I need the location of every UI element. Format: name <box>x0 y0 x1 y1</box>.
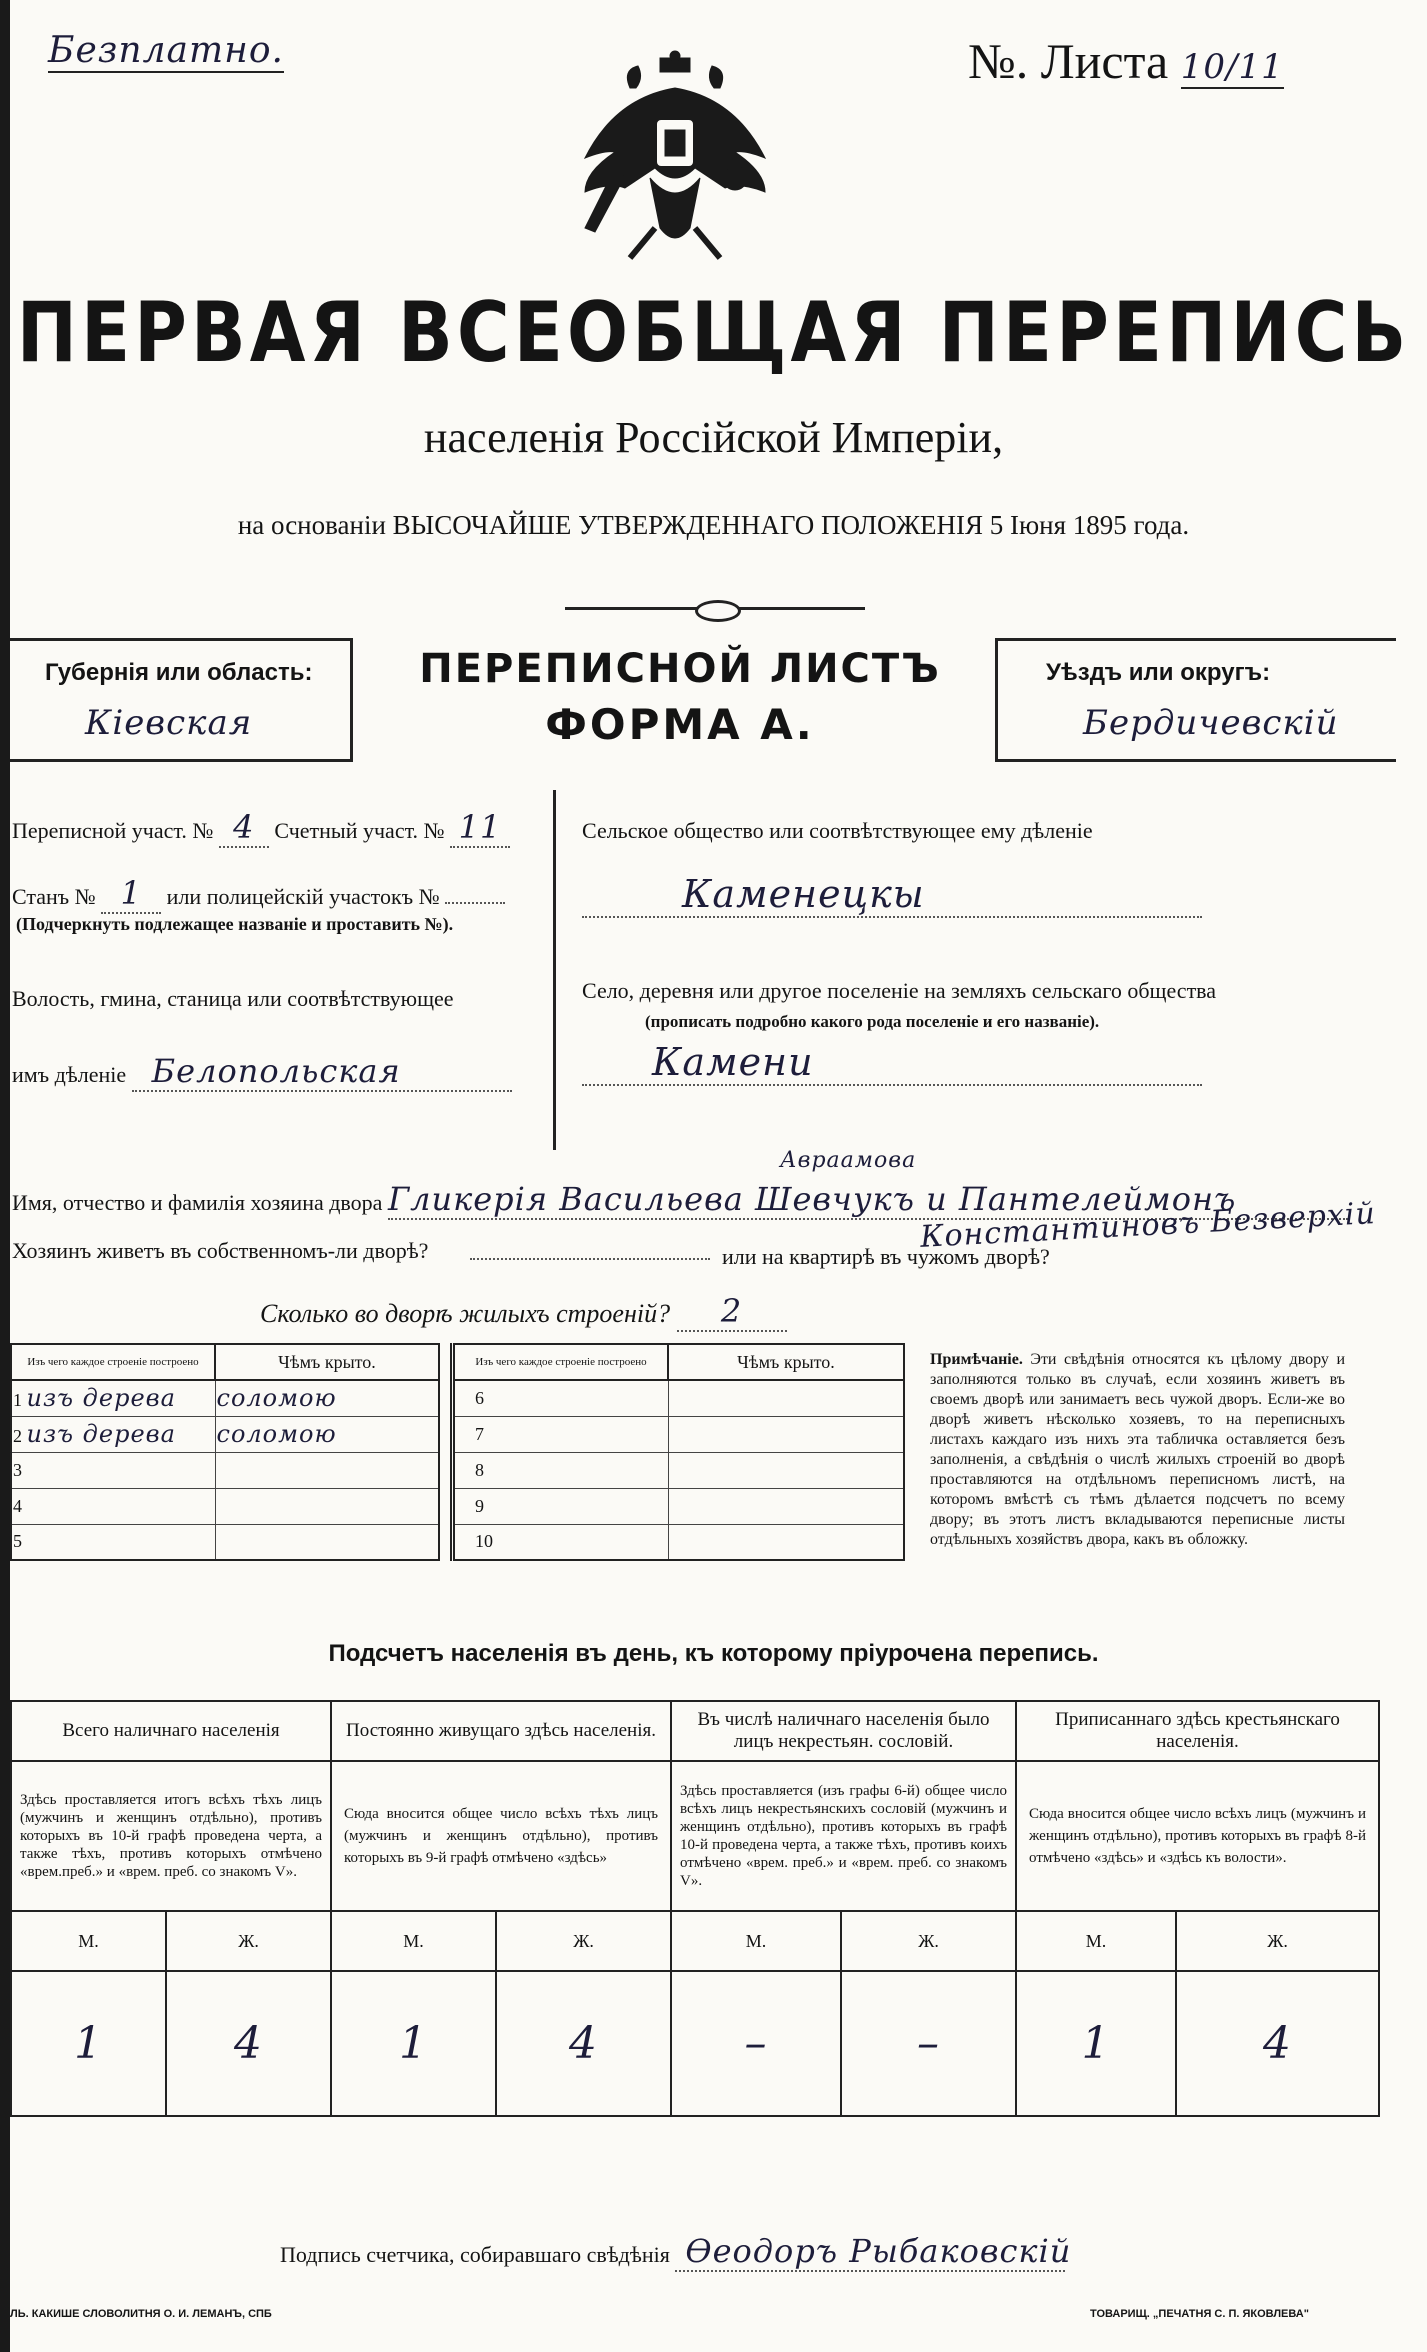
count-district-label: Счетный участ. № <box>274 818 445 843</box>
village-label: Село, деревня или другое поселеніе на земляхъ сельскаго общества <box>582 978 1217 1003</box>
pop-non-peasant-f: – <box>841 1971 1016 2116</box>
signature-row <box>280 2232 1072 2272</box>
census-district-label: Переписной участ. № <box>12 818 214 843</box>
own-yard-label: Хозяинъ живетъ въ собственномъ-ли дворѣ? <box>12 1238 429 1263</box>
note-block <box>930 1350 1345 1550</box>
volost-row <box>12 1052 512 1092</box>
stan-note: (Подчеркнуть подлежащее названіе и проставить №). <box>16 914 454 934</box>
double-headed-eagle-icon <box>570 48 780 268</box>
table-row: 9 <box>453 1488 905 1524</box>
sheet-number <box>968 32 1284 90</box>
volost-value: Белопольская <box>132 1052 512 1092</box>
form-title: ПЕРЕПИСНОЙ ЛИСТЪ <box>419 646 941 692</box>
stan-row <box>12 874 505 914</box>
printer-right: ТОВАРИЩ. „ПЕЧАТНЯ С. П. ЯКОВЛЕВА" <box>1090 2308 1309 2320</box>
pop-non-peasant-m: – <box>671 1971 841 2116</box>
pop-desc-non-peasant: Здѣсь проставляется (изъ графы 6-й) общее число всѣхъ лицъ некрестьянскихъ сословій (мужчинъ и женщинъ отдѣльно), противъ которыхъ въ графѣ 10-й проведена черта, а также тѣхъ, противъ коихъ отмѣчено «врем. преб.» и «врем. преб. со знакомъ V». <box>671 1761 1016 1911</box>
population-table <box>10 1700 1380 2117</box>
pop-desc-registered: Сюда вносится общее число всѣхъ лицъ (мужчинъ и женщинъ отдѣльно), противъ которыхъ въ графѣ 8-й отмѣчено «здѣсь» и «здѣсь къ волости». <box>1016 1761 1379 1911</box>
village-note: (прописать подробно какого рода поселеніе и его названіе). <box>645 1012 1100 1031</box>
note-title: Примѣчаніе. <box>930 1351 1023 1368</box>
table-row: 5 <box>11 1524 439 1560</box>
signature-label: Подпись счетчика, собиравшаго свѣдѣнія <box>280 2242 670 2267</box>
pop-head-permanent: Постоянно живущаго здѣсь населенія. <box>331 1701 671 1761</box>
roof-cell: соломою <box>216 1420 337 1448</box>
legal-basis: на основаніи ВЫСОЧАЙШЕ УТВЕРЖДЕННАГО ПОЛОЖЕНІЯ 5 Іюня 1895 года. <box>237 510 1190 540</box>
table-row: 4 <box>11 1488 439 1524</box>
roof-column-header: Чѣмъ крыто. <box>215 1344 439 1380</box>
f-label: Ж. <box>1176 1911 1379 1971</box>
material-cell: изъ дерева <box>26 1420 176 1448</box>
village-value: Камени <box>582 1040 1202 1086</box>
pop-total-m: 1 <box>11 1971 166 2116</box>
fields-divider <box>553 790 556 1150</box>
table-row: 2 изъ дерева соломою <box>11 1416 439 1452</box>
m-label: М. <box>11 1911 166 1971</box>
note-text: Эти свѣдѣнія относятся къ цѣлому двору и заполняются только въ случаѣ, если хозяинъ живетъ въ своемъ дворѣ или занимаетъ весь чужой дворъ. Если-же во дворѣ живетъ нѣсколько хозяевъ, то на переписныхъ листахъ каждаго изъ нихъ эта табличка оставляется безъ заполненія, а свѣдѣнія о числѣ жилыхъ строеній во дворѣ проставляются на отдѣльномъ переписномъ листѣ, на которомъ вмѣстѣ съ тѣмъ дѣлается подсчетъ по всему двору; въ этотъ листъ вкладываются переписные листы отдѣльныхъ хозяйствъ двора, какъ въ обложку. <box>930 1351 1346 1548</box>
signature-value: Ѳеодоръ Рыбаковскій <box>675 2232 1065 2272</box>
province-value: Кіевская <box>85 703 253 743</box>
sheet-number-label: №. Листа <box>968 33 1169 89</box>
table-row: 10 <box>453 1524 905 1560</box>
pop-permanent-m: 1 <box>331 1971 496 2116</box>
pop-head-non-peasant: Въ числѣ наличнаго населенія было лицъ некрестьян. сословій. <box>671 1701 1016 1761</box>
table-row: 6 <box>453 1380 905 1416</box>
pop-desc-permanent: Сюда вносится общее число всѣхъ тѣхъ лицъ (мужчинъ и женщинъ отдѣльно), противъ которыхъ въ 9-й графѣ отмѣчено «здѣсь» <box>331 1761 671 1911</box>
stan-label: Станъ № <box>12 884 96 909</box>
society-value: Каменецкы <box>582 872 1202 918</box>
volost-label-2: имъ дѣленіе <box>12 1062 127 1087</box>
table-row: 1 изъ дерева соломою <box>11 1380 439 1416</box>
pop-desc-total: Здѣсь проставляется итогъ всѣхъ тѣхъ лицъ (мужчинъ и женщинъ отдѣльно), противъ которыхъ въ 10-й графѣ проведена черта, а также тѣхъ, противъ которыхъ отмѣчено «врем.преб.» и «врем. преб. со знакомъ V». <box>11 1761 331 1911</box>
roof-cell: соломою <box>216 1384 337 1413</box>
ornament-divider <box>565 598 865 618</box>
m-label: М. <box>331 1911 496 1971</box>
buildings-label: Сколько во дворѣ жилыхъ строеній? <box>260 1299 671 1328</box>
pop-total-f: 4 <box>166 1971 331 2116</box>
table-row: 8 <box>453 1452 905 1488</box>
buildings-value: 2 <box>677 1292 787 1332</box>
f-label: Ж. <box>166 1911 331 1971</box>
province-box <box>10 638 353 762</box>
census-district-row <box>12 808 510 848</box>
sheet-number-value: 10/11 <box>1180 47 1284 87</box>
form-subtitle: ФОРМА А. <box>545 700 815 749</box>
free-label: Безплатно. <box>48 30 284 71</box>
owner-name-value: Гликерія Васильева Шевчукъ и Пантелеймонъ <box>388 1180 1348 1220</box>
stan-suffix: или полицейскій участокъ № <box>166 884 440 909</box>
second-owner: Константиновъ Безверхій <box>919 1196 1377 1255</box>
district-box <box>995 638 1396 762</box>
buildings-table-right <box>450 1343 905 1561</box>
material-cell: изъ дерева <box>26 1384 176 1413</box>
form-header-box <box>10 638 1400 758</box>
table-row: 7 <box>453 1416 905 1452</box>
material-column-header: Изъ чего каждое строеніе построено <box>453 1344 669 1380</box>
roof-column-header: Чѣмъ крыто. <box>668 1344 904 1380</box>
volost-label: Волость, гмина, станица или соотвѣтствующее <box>12 986 454 1011</box>
count-district-value: 11 <box>450 808 510 848</box>
population-title: Подсчетъ населенія въ день, къ которому пріурочена перепись. <box>328 1640 1099 1667</box>
page-title: ПЕРВАЯ ВСЕОБЩАЯ ПЕРЕПИСЬ <box>16 283 1411 381</box>
pop-permanent-f: 4 <box>496 1971 671 2116</box>
pop-registered-f: 4 <box>1176 1971 1379 2116</box>
district-value: Бердичевскій <box>1083 703 1339 743</box>
owner-name-insert: Авраамова <box>780 1148 917 1173</box>
material-column-header: Изъ чего каждое строеніе построено <box>11 1344 215 1380</box>
buildings-table-left <box>10 1343 440 1561</box>
province-label: Губернія или область: <box>45 659 313 686</box>
pop-registered-m: 1 <box>1016 1971 1176 2116</box>
census-district-value: 4 <box>219 808 269 848</box>
society-label: Сельское общество или соотвѣтствующее ему дѣленіе <box>582 818 1093 843</box>
stan-value: 1 <box>101 874 161 914</box>
printer-left: ЛЬ. КАКИШЕ СЛОВОЛИТНЯ О. И. ЛЕМАНЪ, СПБ <box>10 2308 272 2320</box>
buildings-row <box>260 1292 787 1332</box>
owner-name-label: Имя, отчество и фамилія хозяина двора <box>12 1190 383 1215</box>
table-row: 3 <box>11 1452 439 1488</box>
f-label: Ж. <box>841 1911 1016 1971</box>
m-label: М. <box>1016 1911 1176 1971</box>
f-label: Ж. <box>496 1911 671 1971</box>
own-yard-value <box>470 1258 710 1260</box>
rented-label: или на квартирѣ въ чужомъ дворѣ? <box>722 1244 1050 1269</box>
pop-head-registered: Приписаннаго здѣсь крестьянскаго населенія. <box>1016 1701 1379 1761</box>
district-label: Уѣздъ или округъ: <box>1046 659 1271 686</box>
page-subtitle: населенія Россійской Имперіи, <box>423 413 1004 462</box>
m-label: М. <box>671 1911 841 1971</box>
pop-head-total: Всего наличнаго населенія <box>11 1701 331 1761</box>
